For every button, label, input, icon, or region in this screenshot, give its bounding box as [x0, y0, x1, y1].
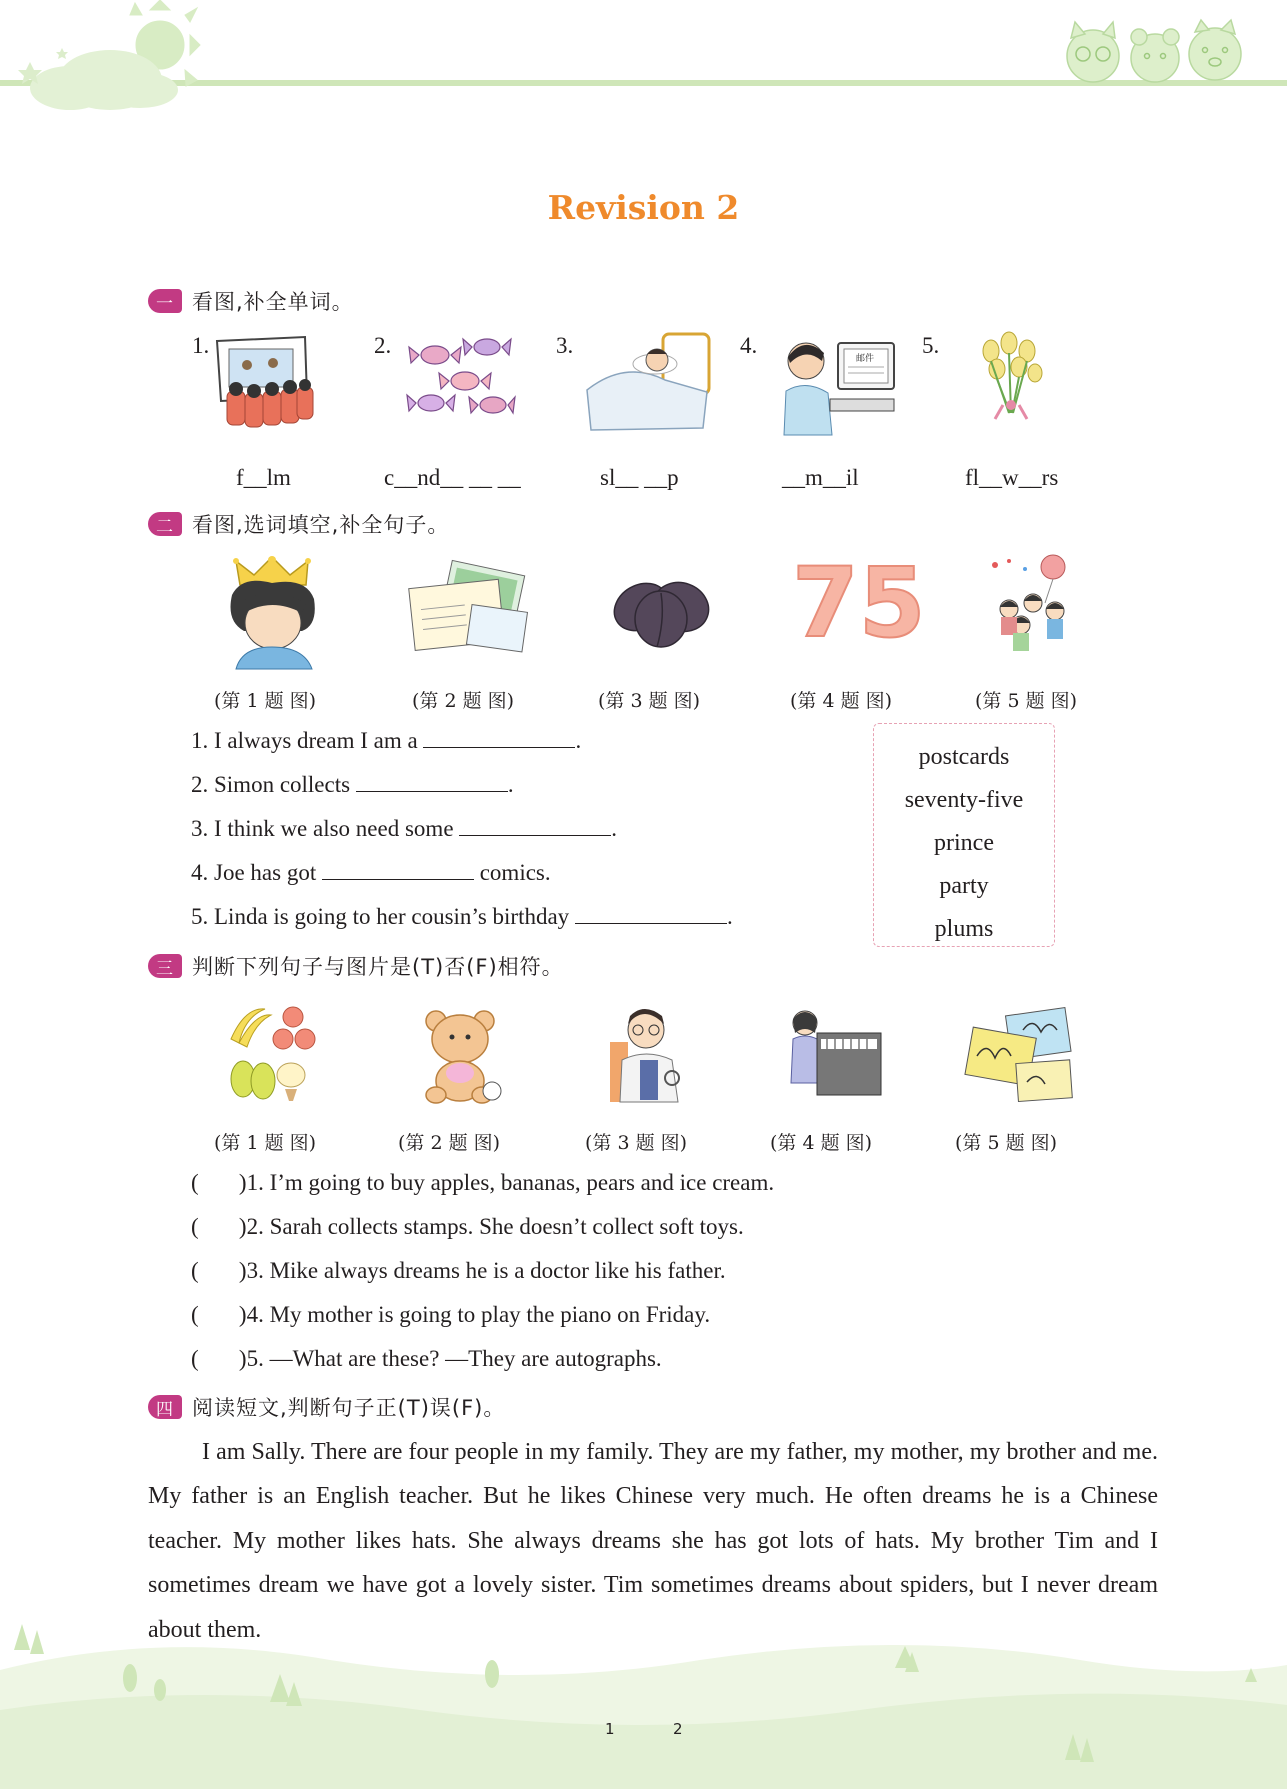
s1-word-5: fl__w__rs [965, 465, 1059, 490]
s2-sentence-2-text: 2. Simon collects [191, 772, 351, 797]
answer-blank[interactable] [322, 861, 474, 880]
cloud-sun-decoration [0, 0, 230, 115]
s2-caption-4: (第 4 题 图) [790, 690, 893, 712]
s2-sentence-2-end: . [507, 772, 514, 797]
word-bank-item: party [939, 873, 989, 899]
s3-item-5 [191, 1346, 662, 1372]
doctor-man-picture [600, 1002, 695, 1104]
s2-caption-1: (第 1 题 图) [214, 690, 317, 712]
s2-sentence-5 [191, 904, 733, 930]
s3-item-1 [191, 1170, 774, 1196]
s1-word-4: __m__il [782, 465, 859, 490]
s1-number-2: 2. [374, 333, 392, 358]
s3-caption-4: (第 4 题 图) [770, 1132, 873, 1154]
word-bank-item: plums [934, 916, 994, 942]
s2-sentence-3-end: . [611, 816, 618, 841]
s3-item-4-text: 4. My mother is going to play the piano on Friday. [246, 1302, 711, 1327]
s3-caption-2: (第 2 题 图) [398, 1132, 501, 1154]
candies-picture [405, 333, 515, 433]
s3-item-2 [191, 1214, 744, 1240]
s3-item-3-text: 3. Mike always dreams he is a doctor like his father. [246, 1258, 726, 1283]
sleeping-boy-picture [585, 330, 715, 435]
boy-email-computer-picture [780, 335, 900, 440]
plums-picture [605, 563, 715, 653]
answer-blank[interactable] [575, 905, 727, 924]
s3-caption-1: (第 1 题 图) [214, 1132, 317, 1154]
page-number-left: 1 [605, 1720, 615, 1738]
section-4-instruction: 阅读短文,判断句子正(T)误(F)。 [192, 1396, 506, 1420]
s3-caption-5: (第 5 题 图) [955, 1132, 1058, 1154]
answer-bracket[interactable]: ( ) [191, 1258, 247, 1283]
autographs-picture [965, 1010, 1075, 1105]
answer-bracket[interactable]: ( ) [191, 1302, 247, 1327]
section-4-badge: 四 [148, 1395, 182, 1419]
s2-sentence-4 [191, 860, 551, 886]
section-3-instruction: 判断下列句子与图片是(T)否(F)相符。 [192, 955, 564, 979]
s2-sentence-5-end: . [726, 904, 733, 929]
s2-sentence-5-text: 5. Linda is going to her cousin’s birthday [191, 904, 570, 929]
word-bank-item: postcards [918, 744, 1010, 770]
fruit-icecream-picture [225, 1003, 325, 1103]
section-2-heading [148, 509, 449, 539]
s2-caption-5: (第 5 题 图) [975, 690, 1078, 712]
s3-caption-3: (第 3 题 图) [585, 1132, 688, 1154]
s2-sentence-4-text: 4. Joe has got [191, 860, 317, 885]
s2-sentence-3-text: 3. I think we also need some [191, 816, 454, 841]
s1-word-2: c__nd__ __ __ [384, 465, 521, 490]
s2-sentence-1 [191, 728, 581, 754]
word-bank-item: prince [934, 830, 994, 856]
page-title: Revision 2 [547, 188, 740, 227]
reading-passage: I am Sally. There are four people in my family. They are my father, my mother, my brother and me. My father is an English teacher. But he likes Chinese very much. He often dreams he is a Chinese teacher. My mother likes hats. She always dreams she has got lots of hats. My brother Tim and I sometimes dream we have got a lovely sister. Tim sometimes dreams about spiders, but I never dream about them. [148, 1439, 1158, 1643]
s3-item-3 [191, 1258, 726, 1284]
s3-item-5-text: 5. —What are these? —They are autographs. [246, 1346, 662, 1371]
word-bank [873, 723, 1055, 947]
animal-faces-decoration [1055, 20, 1255, 85]
answer-blank[interactable] [459, 817, 611, 836]
section-1-badge: 一 [148, 289, 182, 313]
s1-number-5: 5. [922, 333, 940, 358]
section-4-heading [148, 1392, 505, 1422]
section-2-badge: 二 [148, 512, 182, 536]
s2-caption-2: (第 2 题 图) [412, 690, 515, 712]
s2-sentence-4-end: comics. [479, 860, 551, 885]
page-number-right: 2 [673, 1720, 683, 1738]
answer-blank[interactable] [423, 729, 575, 748]
piano-picture [785, 1003, 885, 1103]
s2-sentence-1-end: . [575, 728, 582, 753]
answer-bracket[interactable]: ( ) [191, 1346, 247, 1371]
s2-sentence-3 [191, 816, 617, 842]
teddy-bear-picture [418, 1007, 508, 1105]
section-3-heading [148, 951, 564, 981]
cinema-film-picture [215, 335, 320, 435]
flowers-picture [975, 333, 1050, 433]
s3-item-4 [191, 1302, 710, 1328]
s1-number-4: 4. [740, 333, 758, 358]
s1-number-1: 1. [192, 333, 210, 358]
number-75-text: 75 [792, 547, 926, 659]
answer-blank[interactable] [356, 773, 508, 792]
number-75-picture [790, 547, 926, 659]
answer-bracket[interactable]: ( ) [191, 1170, 247, 1195]
birthday-party-picture [985, 553, 1075, 658]
s2-caption-3: (第 3 题 图) [598, 690, 701, 712]
s3-item-1-text: 1. I’m going to buy apples, bananas, pears and ice cream. [246, 1170, 775, 1195]
s1-word-3: sl__ __p [600, 465, 679, 490]
word-bank-item: seventy-five [904, 787, 1024, 813]
s1-word-1: f__lm [236, 465, 291, 490]
section-2-instruction: 看图,选词填空,补全句子。 [192, 513, 450, 537]
section-3-badge: 三 [148, 954, 182, 978]
answer-bracket[interactable]: ( ) [191, 1214, 247, 1239]
s1-number-3: 3. [556, 333, 574, 358]
svg-text:邮件: 邮件 [856, 354, 875, 364]
prince-picture [222, 555, 327, 670]
section-1-heading [148, 286, 354, 316]
s3-item-2-text: 2. Sarah collects stamps. She doesn’t collect soft toys. [246, 1214, 744, 1239]
section-1-instruction: 看图,补全单词。 [192, 290, 354, 314]
s2-sentence-1-text: 1. I always dream I am a [191, 728, 418, 753]
s2-sentence-2 [191, 772, 514, 798]
hills-footer-decoration [0, 1610, 1287, 1789]
postcards-picture [405, 558, 530, 658]
